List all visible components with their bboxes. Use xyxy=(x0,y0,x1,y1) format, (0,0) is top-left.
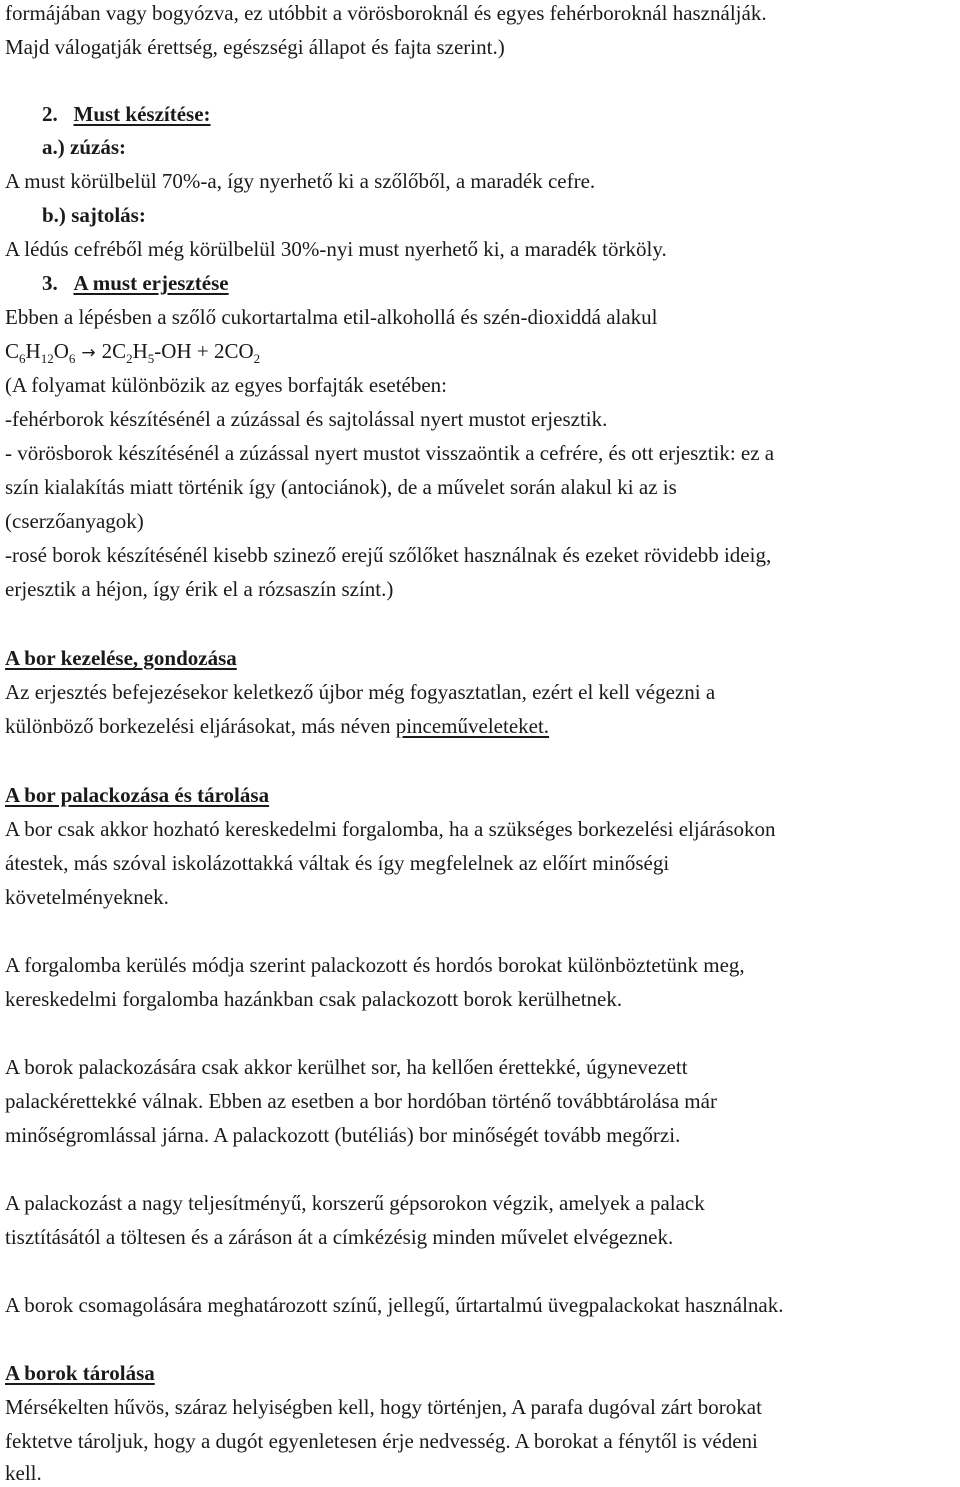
text-line: formájában vagy bogyózva, ez utóbbit a vörösboroknál és egyes fehérboroknál használják. xyxy=(5,1,767,25)
text-line: A forgalomba kerülés módja szerint palackozott és hordós borokat különböztetünk meg, xyxy=(5,953,745,977)
heading-borok-tarolasa: A borok tárolása xyxy=(5,1361,155,1385)
sub-number: a.) xyxy=(42,135,65,159)
text-line: követelményeknek. xyxy=(5,885,169,909)
text-line: palackérettekké válnak. Ebben az esetben a bor hordóban történő továbbtárolása már xyxy=(5,1089,717,1113)
text-line: kell. xyxy=(5,1461,42,1485)
sub-number: b.) xyxy=(42,203,66,227)
text-line: - vörösborok készítésénél a zúzással nyert mustot visszaöntik a cefrére, és ott erjesztik: ez a xyxy=(5,441,775,465)
text-line: tisztításától a töltesen és a záráson át a címkézésig minden művelet elvégeznek. xyxy=(5,1225,674,1249)
text-line: kereskedelmi forgalomba hazánkban csak palackozott borok kerülhetnek. xyxy=(5,987,623,1011)
text-line: Az erjesztés befejezésekor keletkező újbor még fogyasztatlan, ezért el kell végezni a xyxy=(5,680,716,704)
text-line: Majd válogatják érettség, egészségi állapot és fajta szerint.) xyxy=(5,35,505,59)
text-line: A lédús cefréből még körülbelül 30%-nyi must nyerhető ki, a maradék törköly. xyxy=(5,237,667,261)
pinceműveletek-link[interactable]: pinceműveleteket. xyxy=(395,714,550,738)
text-line: Ebben a lépésben a szőlő cukortartalma etil-alkohollá és szén-dioxiddá alakul xyxy=(5,305,658,329)
arrow-icon: → xyxy=(81,343,96,363)
text-line: Mérsékelten hűvös, száraz helyiségben kell, hogy történjen, A parafa dugóval zárt borokat xyxy=(5,1395,762,1419)
text-line: (A folyamat különbözik az egyes borfajták esetében: xyxy=(5,373,448,397)
sub-title: zúzás: xyxy=(70,135,126,159)
text-line: A borok csomagolására meghatározott színű, jellegű, űrtartalmú üvegpalackokat használnak. xyxy=(5,1293,784,1317)
text-line: A bor csak akkor hozható kereskedelmi forgalomba, ha a szükséges borkezelési eljárásokon xyxy=(5,817,776,841)
sub-title: sajtolás: xyxy=(71,203,146,227)
subheading-zuzas xyxy=(42,134,126,160)
text-line: -fehérborok készítésénél a zúzással és sajtolással nyert mustot erjesztik. xyxy=(5,407,608,431)
text-line: (cserzőanyagok) xyxy=(5,509,144,533)
text-line: A borok palackozására csak akkor kerülhet sor, ha kellően érettekké, úgynevezett xyxy=(5,1055,688,1079)
text-line: minőségromlással járna. A palackozott (butéliás) bor minőségét tovább megőrzi. xyxy=(5,1123,681,1147)
chemical-formula: $C_6H_{12}O_6 \to 2C_2H_5-OH + 2CO_2$ xyxy=(5,339,261,366)
text-line: átestek, más szóval iskolázottakká váltak és így megfelelnek az előírt minőségi xyxy=(5,851,670,875)
text-line: erjesztik a héjon, így érik el a rózsaszín színt.) xyxy=(5,577,394,601)
text-line: A palackozást a nagy teljesítményű, korszerű gépsorokon végzik, amelyek a palack xyxy=(5,1191,705,1215)
heading-bor-kezelese: A bor kezelése, gondozása xyxy=(5,646,237,670)
text-line: különböző borkezelési eljárásokat, más néven pinceműveleteket. xyxy=(5,714,550,738)
section-number: 2. xyxy=(42,102,58,126)
section-title: Must készítése: xyxy=(73,102,211,126)
text-line: A must körülbelül 70%-a, így nyerhető ki a szőlőből, a maradék cefre. xyxy=(5,169,596,193)
section-title: A must erjesztése xyxy=(73,271,229,295)
text-line: fektetve tároljuk, hogy a dugót egyenletesen érje nedvesség. A borokat a fénytől is védeni xyxy=(5,1429,758,1453)
section-number: 3. xyxy=(42,271,58,295)
text-line: -rosé borok készítésénél kisebb szinező erejű szőlőket használnak és ezeket rövidebb ideig, xyxy=(5,543,772,567)
section-heading-must-erjesztese xyxy=(42,270,229,296)
subheading-sajtolas xyxy=(42,202,146,228)
text-line: szín kialakítás miatt történik így (antociánok), de a művelet során alakul ki az is xyxy=(5,475,677,499)
heading-bor-palackozasa: A bor palackozása és tárolása xyxy=(5,783,270,807)
section-heading-must-keszitese xyxy=(42,101,211,127)
